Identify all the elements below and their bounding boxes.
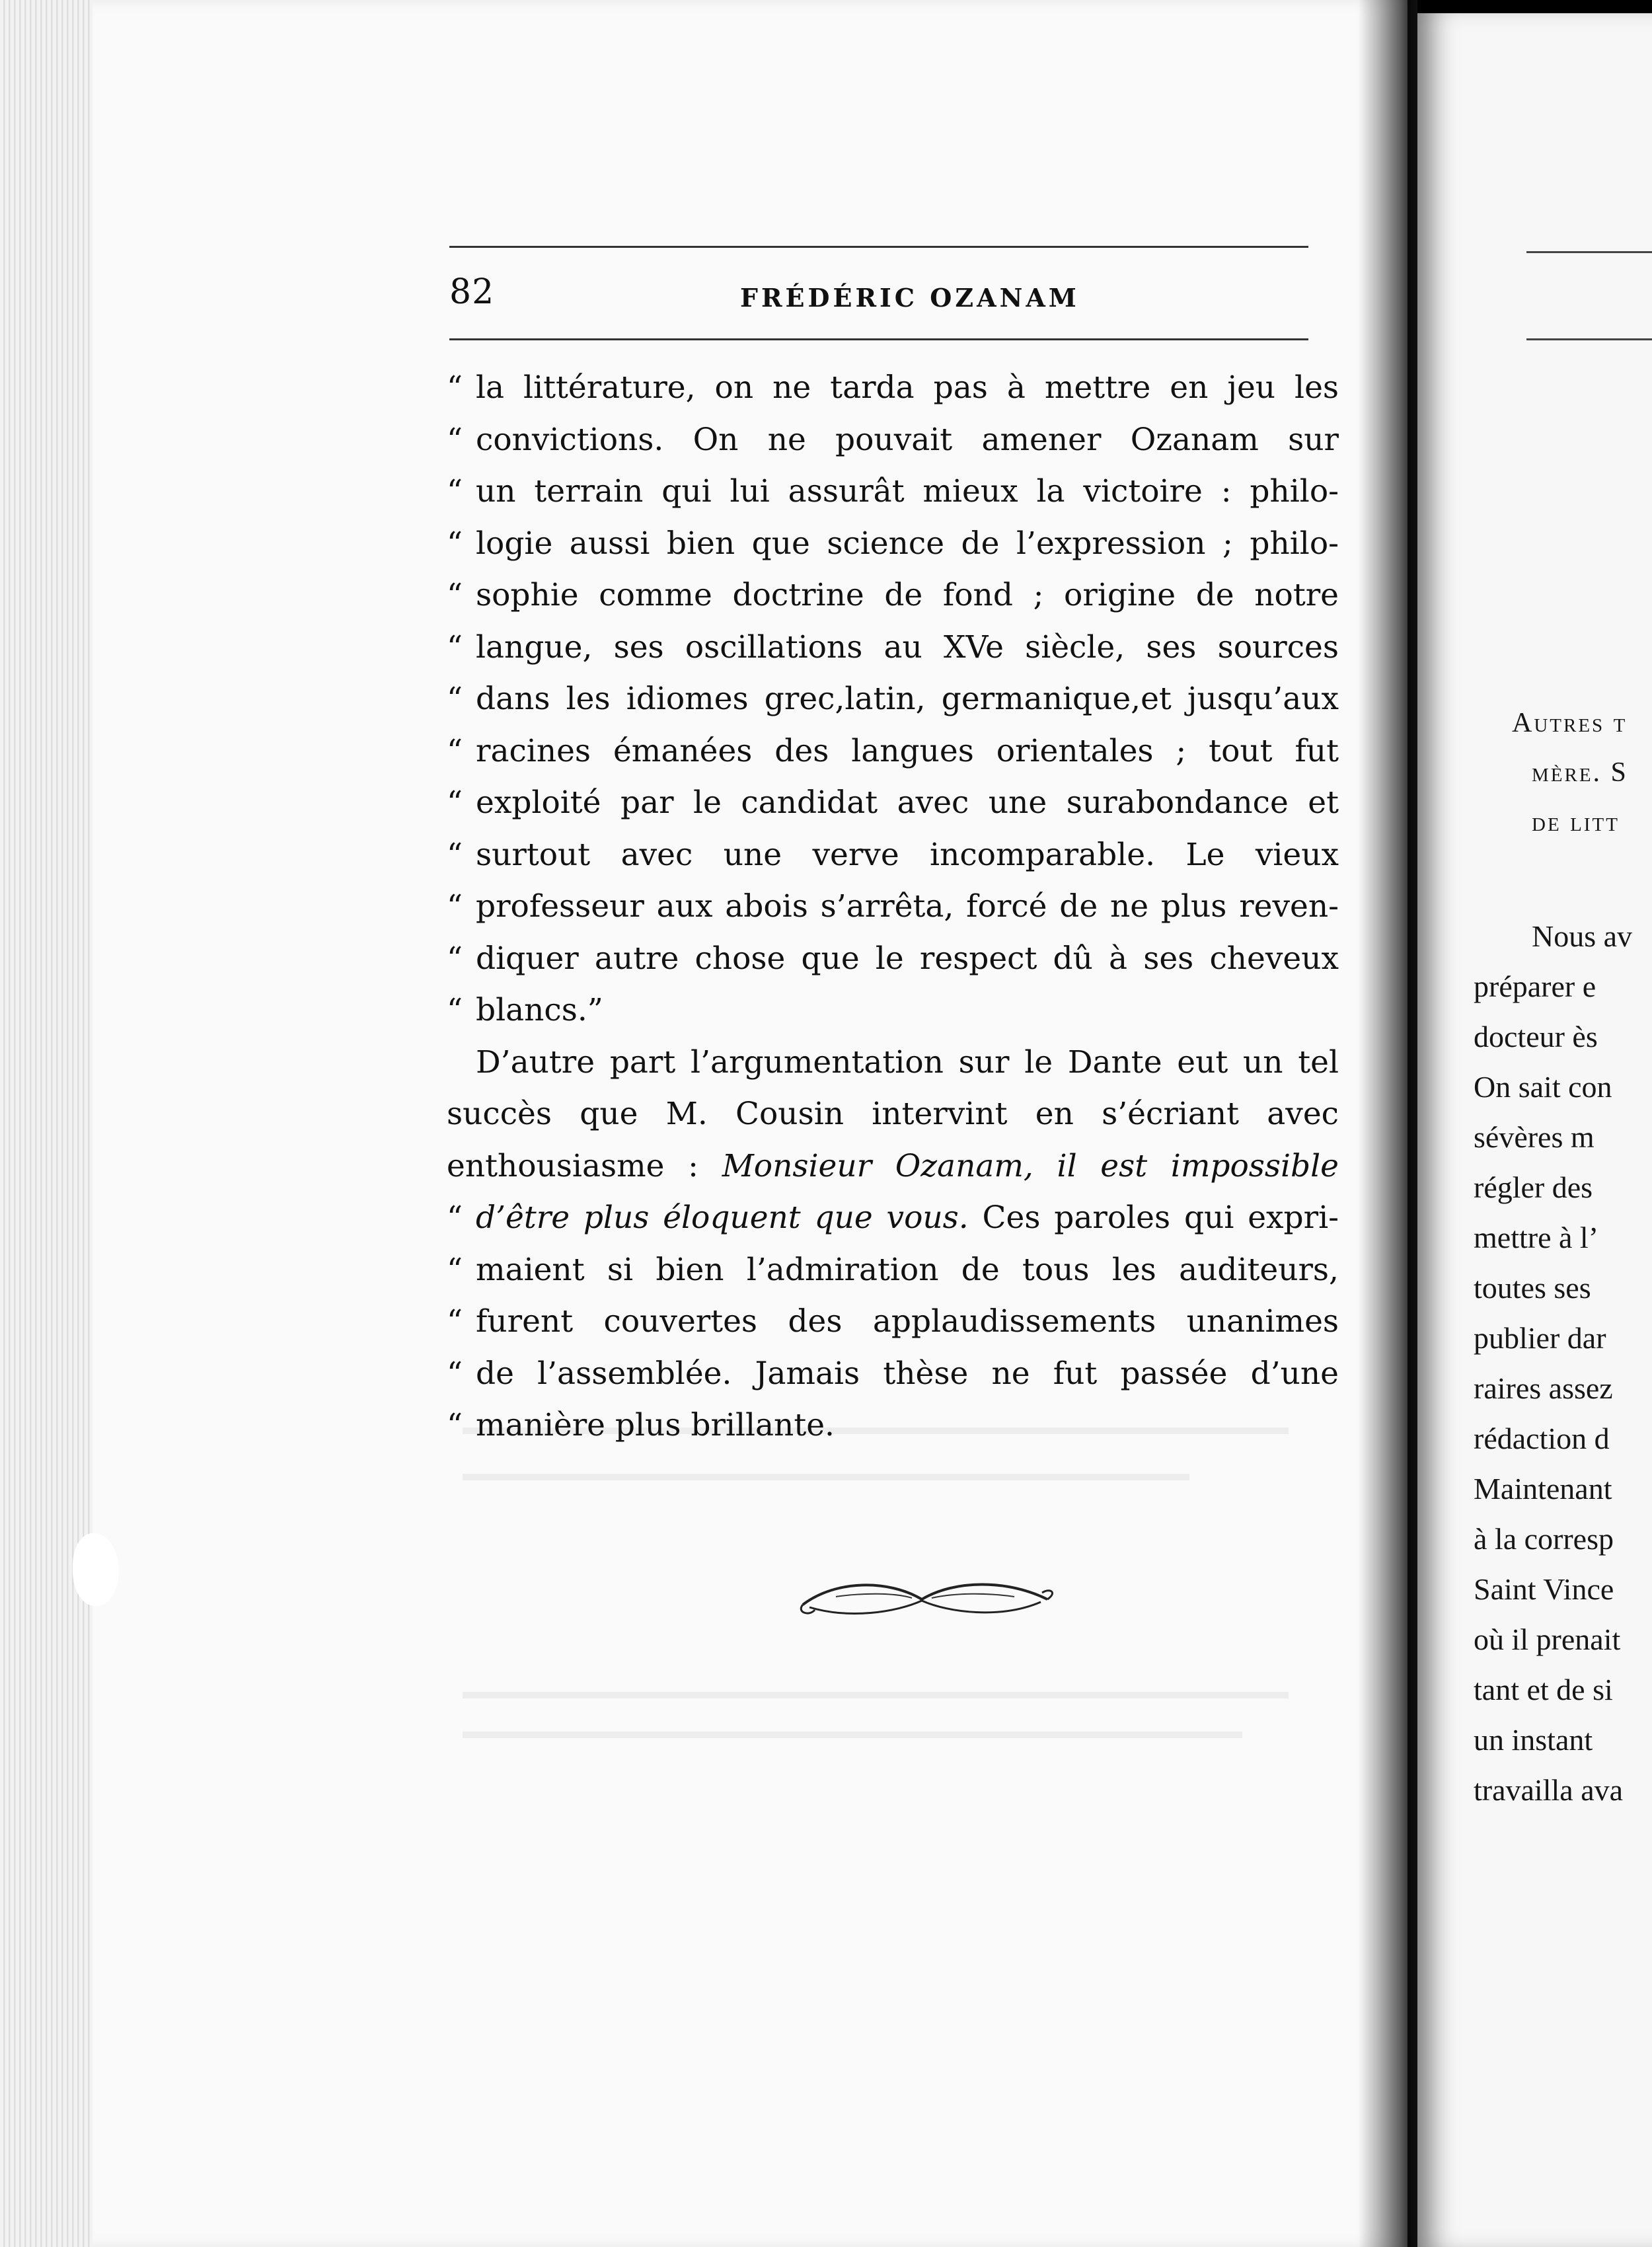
- right-text-line: docteur ès: [1474, 1020, 1598, 1053]
- show-through: [463, 1692, 1289, 1698]
- text-line: “ exploité par le candidat avec une surabondance et: [447, 784, 1339, 821]
- right-text-line: raires assez: [1474, 1371, 1613, 1405]
- right-heading-line: mère. S: [1532, 757, 1628, 788]
- text-line: “ furent couvertes des applaudissements unanimes: [447, 1303, 1339, 1340]
- ornament-flourish-icon: [796, 1573, 1054, 1626]
- italic-quote: d’être plus éloquent que vous.: [476, 1200, 969, 1236]
- text-line: “ diquer autre chose que le respect dû à ses cheveux: [447, 940, 1339, 977]
- header-rule-top: [449, 246, 1308, 248]
- right-text-line: rédaction d: [1474, 1422, 1610, 1455]
- right-text-line: travailla ava: [1474, 1773, 1624, 1807]
- right-header-rule: [1526, 251, 1652, 253]
- text-line: “ sophie comme doctrine de fond ; origine de notre: [447, 577, 1339, 613]
- text-line: “ langue, ses oscillations au XVe siècle, ses sources: [447, 628, 1339, 666]
- text-line: “ convictions. On ne pouvait amener Ozanam sur: [447, 421, 1339, 458]
- show-through: [463, 1428, 1289, 1434]
- text-line: succès que M. Cousin intervint en s’écriant avec: [447, 1096, 1339, 1132]
- right-text-line: publier dar: [1474, 1321, 1606, 1355]
- right-text-line: sévères m: [1474, 1120, 1595, 1154]
- text-line: “ professeur aux abois s’arrêta, forcé de ne plus reven-: [447, 888, 1339, 925]
- text-line: “ blancs.”: [447, 992, 603, 1028]
- right-text-line: préparer e: [1474, 970, 1596, 1003]
- right-text-line: Nous av: [1532, 919, 1633, 953]
- text-line: “ manière plus brillante.: [447, 1407, 835, 1443]
- right-text-line: mettre à l’: [1474, 1221, 1599, 1254]
- text-line: “ racines émanées des langues orientales ; tout fut: [447, 732, 1339, 769]
- text-line: “ maient si bien l’admiration de tous les auditeurs,: [447, 1251, 1339, 1288]
- right-heading-line: Autres t: [1512, 708, 1628, 738]
- right-text-line: régler des: [1474, 1170, 1593, 1204]
- right-text-line: un instant: [1474, 1723, 1593, 1757]
- text-line: “ un terrain qui lui assurât mieux la victoire : philo-: [447, 473, 1339, 510]
- right-text-line: Saint Vince: [1474, 1572, 1614, 1606]
- text-line: “ surtout avec une verve incomparable. Le vieux: [447, 836, 1339, 873]
- paper-damage-mark: [73, 1533, 119, 1606]
- gutter-shadow: [1358, 0, 1417, 2247]
- italic-quote: Monsieur Ozanam, il est impossible: [722, 1147, 1339, 1184]
- text-line: “ dans les idiomes grec,latin, germanique,et jusqu’aux: [447, 681, 1339, 717]
- right-text-line: tant et de si: [1474, 1673, 1613, 1706]
- right-header-rule: [1526, 338, 1652, 340]
- text-line: “ la littérature, on ne tarda pas à mettre en jeu les: [447, 369, 1339, 406]
- text-line: “ de l’assemblée. Jamais thèse ne fut passée d’une: [447, 1355, 1339, 1392]
- right-text-line: toutes ses: [1474, 1271, 1591, 1305]
- page-edge-stack: [0, 0, 93, 2247]
- header-rule-bottom: [449, 338, 1308, 340]
- show-through: [463, 1732, 1242, 1738]
- right-heading-line: de litt: [1532, 807, 1620, 837]
- text-line: “ logie aussi bien que science de l’expression ; philo-: [447, 525, 1339, 562]
- show-through: [463, 1474, 1189, 1480]
- text-line: D’autre part l’argumentation sur le Dante eut un tel: [476, 1044, 1339, 1081]
- right-text-line: où il prenait: [1474, 1622, 1621, 1656]
- body-text: [447, 362, 1339, 1452]
- page-number: 82: [449, 272, 495, 312]
- text-line: enthousiasme : Monsieur Ozanam, il est impossible: [447, 1147, 1339, 1184]
- right-text-line: Maintenant: [1474, 1472, 1612, 1505]
- running-head: FRÉDÉRIC OZANAM: [740, 283, 1080, 313]
- right-text-line: On sait con: [1474, 1070, 1612, 1104]
- right-text-line: à la corresp: [1474, 1522, 1614, 1556]
- text-line: “ d’être plus éloquent que vous. Ces paroles qui expri-: [447, 1200, 1339, 1236]
